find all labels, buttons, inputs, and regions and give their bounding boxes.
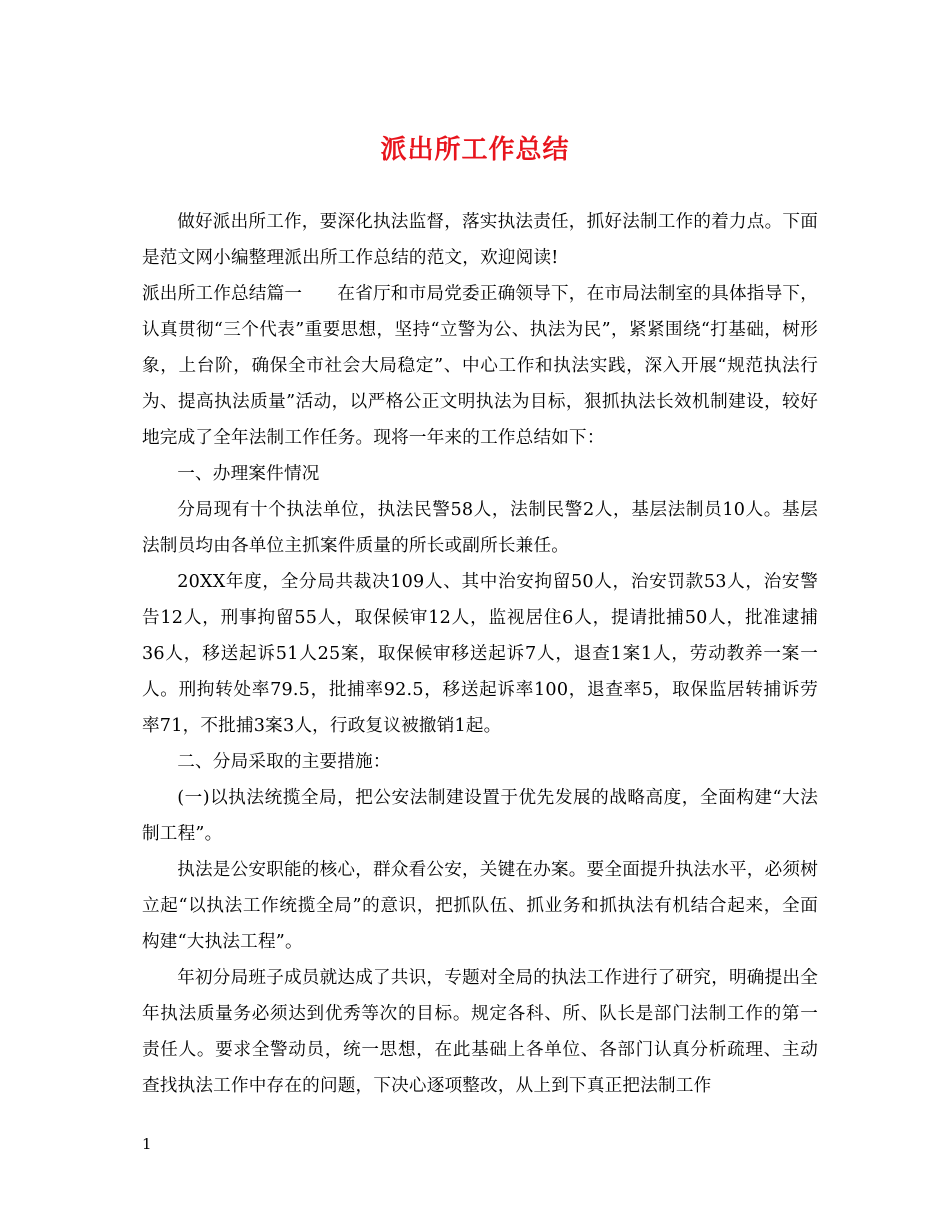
section-label: 派出所工作总结篇一 <box>142 284 303 304</box>
heading-case-handling: 一、办理案件情况 <box>177 464 320 484</box>
document-title: 派出所工作总结 <box>380 135 570 165</box>
paragraph-year-start-consensus: 年初分局班子成员就达成了共识，专题对全局的执法工作进行了研究，明确提出全年执法质量务必须达到优秀等次的目标。规定各科、所、队长是部门法制工作的第一责任人。要求全警动员，统一思想，在此基础上各单位、各部门认真分析疏理、主动查找执法工作中存在的问题，下决心逐项整改，从上到下真正把法制工作 <box>142 968 818 1096</box>
paragraph-annual-statistics: 20XX年度，全分局共裁决109人、其中治安拘留50人，治安罚款53人，治安警告12人，刑事拘留55人，取保候审12人，监视居住6人，提请批捕50人，批准逮捕36人，移送起诉51人25案，取保候审移送起诉7人，退查1案1人，劳动教养一案一人。刑拘转处率79.5，批捕率92.5，移送起诉率100，退查率5，取保监居转捕诉劳率71，不批捕3案3人，行政复议被撤销1起。 <box>142 572 818 736</box>
heading-main-measures: 二、分局采取的主要措施： <box>177 752 391 772</box>
paragraph-law-enforcement-core: 执法是公安职能的核心，群众看公安，关键在办案。要全面提升执法水平，必须树立起“以执法工作统揽全局”的意识，把抓队伍、抓业务和抓执法有机结合起来，全面构建“大执法工程”。 <box>142 860 818 952</box>
section-paragraph <box>142 276 818 456</box>
document-body <box>142 204 818 1104</box>
subheading-measure-one: (一)以执法统揽全局，把公安法制建设置于优先发展的战略高度，全面构建“大法制工程”。 <box>142 788 818 844</box>
page-number: 1 <box>142 1135 152 1153</box>
intro-paragraph: 做好派出所工作，要深化执法监督，落实执法责任，抓好法制工作的着力点。下面是范文网小编整理派出所工作总结的范文，欢迎阅读! <box>142 212 818 268</box>
section-text: 在省厅和市局党委正确领导下，在市局法制室的具体指导下，认真贯彻“三个代表”重要思想，坚持“立警为公、执法为民”，紧紧围绕“打基础，树形象，上台阶，确保全市社会大局稳定”、中心工作和执法实践，深入开展“规范执法行为、提高执法质量”活动，以严格公正文明执法为目标，狠抓执法长效机制建设，较好地完成了全年法制工作任务。现将一年来的工作总结如下： <box>142 284 818 448</box>
paragraph-staffing: 分局现有十个执法单位，执法民警58人，法制民警2人，基层法制员10人。基层法制员均由各单位主抓案件质量的所长或副所长兼任。 <box>142 500 818 556</box>
